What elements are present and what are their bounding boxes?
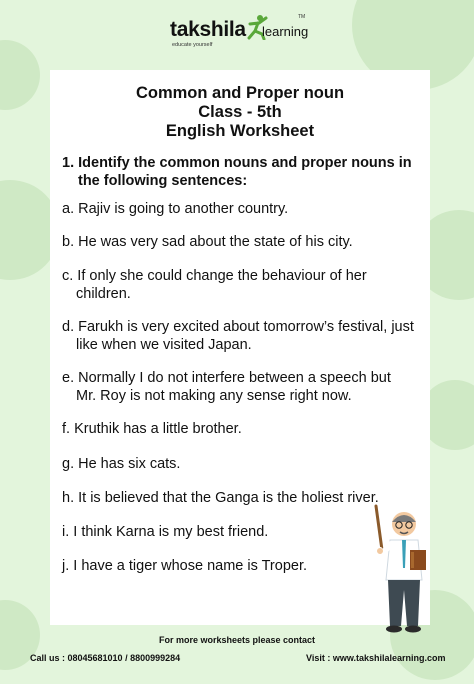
worksheet-title — [50, 84, 430, 141]
title-line-3: English Worksheet — [165, 122, 315, 140]
footer-contact-line: For more worksheets please contact — [158, 635, 316, 645]
question-line: the following sentences: — [78, 173, 248, 189]
question-item-i — [62, 523, 268, 541]
footer-visit-link[interactable]: Visit : www.takshilalearning.com — [306, 653, 446, 663]
question-line: like when we visited Japan. — [76, 337, 252, 353]
question-line: f. Kruthik has a little brother. — [62, 421, 242, 437]
question-item-g — [62, 455, 180, 473]
brand-logo — [170, 14, 330, 54]
question-line: d. Farukh is very excited about tomorrow’s festival, just — [62, 319, 414, 335]
header — [0, 0, 474, 60]
title-line-1: Common and Proper noun — [135, 84, 345, 102]
question-line: c. If only she could change the behaviour of her — [62, 268, 367, 284]
footer-call: Call us : 08045681010 / 8800999284 — [30, 653, 181, 663]
question-line: 1. Identify the common nouns and proper nouns in — [62, 155, 412, 171]
question-line: e. Normally I do not interfere between a speech but — [62, 370, 391, 386]
question-line: j. I have a tiger whose name is Troper. — [62, 558, 308, 574]
question-item-d — [62, 318, 414, 354]
teacher-illustration — [362, 498, 442, 638]
brand-tagline: educate yourself — [172, 42, 213, 48]
question-line: Mr. Roy is not making any sense right now. — [76, 388, 352, 404]
question-item-f — [62, 420, 242, 438]
brand-suffix: learning — [262, 24, 309, 39]
question-item-j — [62, 557, 307, 575]
question-instruction — [62, 154, 412, 190]
brand-name: takshila — [170, 18, 246, 41]
question-line: h. It is believed that the Ganga is the holiest river. — [62, 490, 379, 506]
question-item-b — [62, 233, 353, 251]
brand-trademark: TM — [298, 14, 306, 20]
title-line-2: Class - 5th — [198, 103, 282, 121]
question-item-a — [62, 200, 288, 218]
question-item-e — [62, 369, 391, 405]
question-line: a. Rajiv is going to another country. — [62, 201, 289, 217]
question-item-c — [62, 267, 367, 303]
question-line: i. I think Karna is my best friend. — [62, 524, 269, 540]
question-item-h — [62, 489, 379, 507]
question-line: b. He was very sad about the state of his city. — [62, 234, 353, 250]
question-line: g. He has six cats. — [62, 456, 181, 472]
question-line: children. — [76, 286, 131, 302]
